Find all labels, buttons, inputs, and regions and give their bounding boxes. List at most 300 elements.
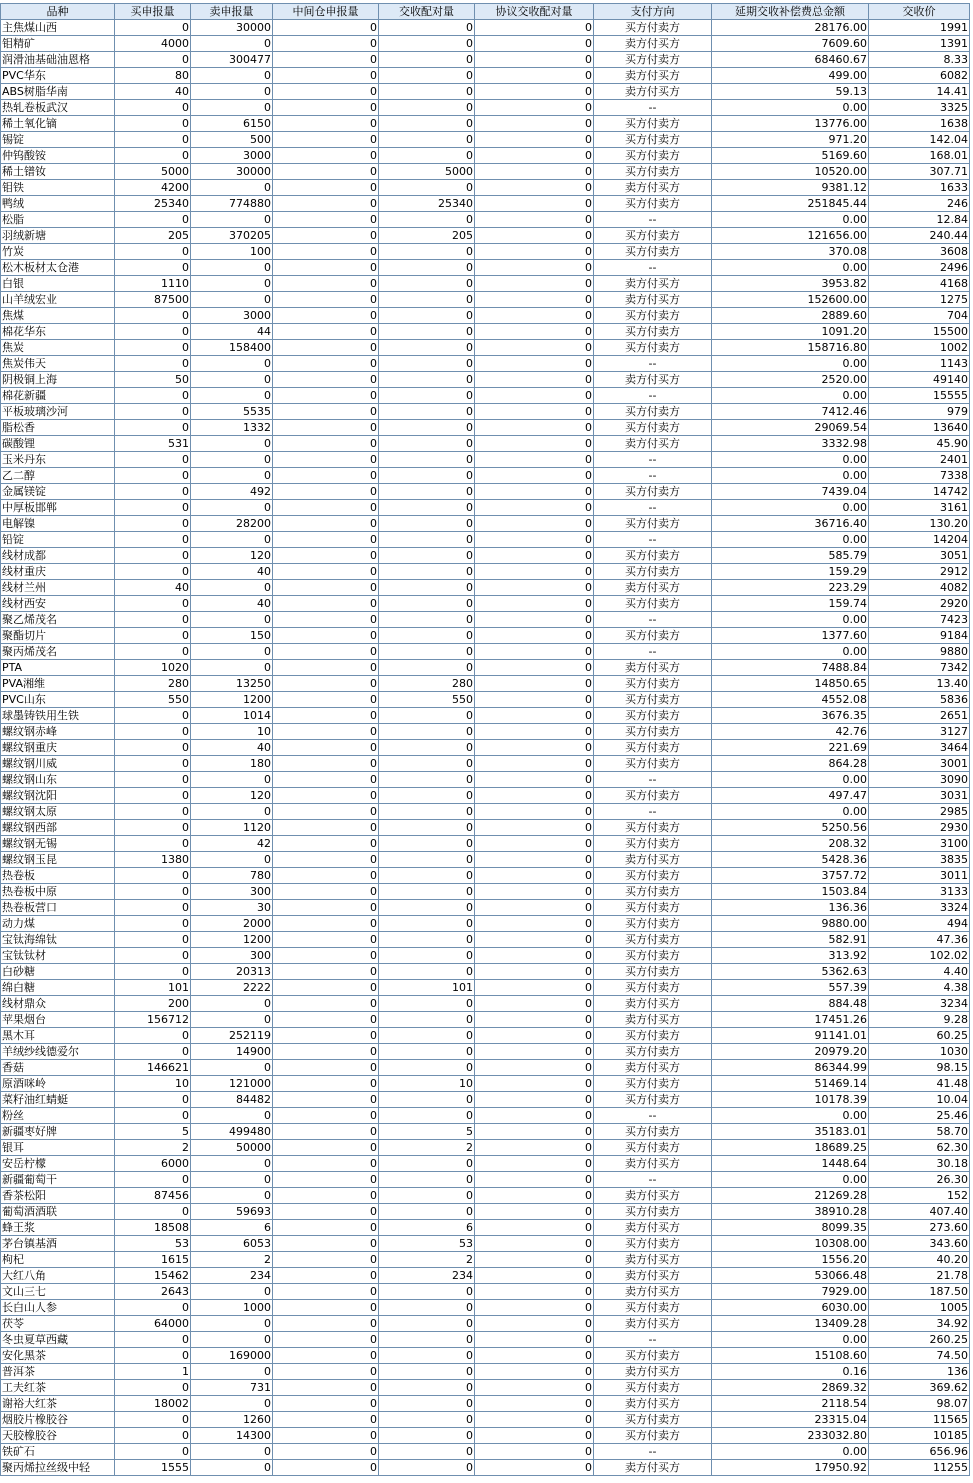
agreement-match-qty-cell: 0 xyxy=(475,1204,594,1220)
deferred-fee-cell: 9381.12 xyxy=(712,180,869,196)
agreement-match-qty-cell: 0 xyxy=(475,116,594,132)
mid-warehouse-qty-cell: 0 xyxy=(273,84,379,100)
deferred-fee-cell: 0.00 xyxy=(712,804,869,820)
table-row xyxy=(1,932,970,948)
buy-qty-cell: 0 xyxy=(115,708,191,724)
pay-direction-cell: -- xyxy=(594,1444,712,1460)
match-qty-cell: 0 xyxy=(379,84,475,100)
mid-warehouse-qty-cell: 0 xyxy=(273,292,379,308)
table-row xyxy=(1,1108,970,1124)
match-qty-cell: 0 xyxy=(379,628,475,644)
buy-qty-cell: 18508 xyxy=(115,1220,191,1236)
table-row xyxy=(1,596,970,612)
settle-price-cell: 25.46 xyxy=(869,1108,970,1124)
settle-price-cell: 6082 xyxy=(869,68,970,84)
variety-cell: 螺纹钢西部 xyxy=(1,820,115,836)
sell-qty-cell: 180 xyxy=(191,756,273,772)
sell-qty-cell: 500 xyxy=(191,132,273,148)
variety-cell: 铁矿石 xyxy=(1,1444,115,1460)
match-qty-cell: 2 xyxy=(379,1252,475,1268)
pay-direction-cell: 卖方付买方 xyxy=(594,1316,712,1332)
variety-cell: 白银 xyxy=(1,276,115,292)
buy-qty-cell: 0 xyxy=(115,964,191,980)
buy-qty-cell: 0 xyxy=(115,388,191,404)
sell-qty-cell: 13250 xyxy=(191,676,273,692)
mid-warehouse-qty-cell: 0 xyxy=(273,340,379,356)
mid-warehouse-qty-cell: 0 xyxy=(273,1236,379,1252)
match-qty-cell: 0 xyxy=(379,212,475,228)
match-qty-cell: 0 xyxy=(379,1060,475,1076)
mid-warehouse-qty-cell: 0 xyxy=(273,420,379,436)
settle-price-cell: 60.25 xyxy=(869,1028,970,1044)
agreement-match-qty-cell: 0 xyxy=(475,628,594,644)
match-qty-cell: 0 xyxy=(379,660,475,676)
buy-qty-cell: 0 xyxy=(115,836,191,852)
deferred-fee-cell: 38910.28 xyxy=(712,1204,869,1220)
deferred-fee-cell: 10308.00 xyxy=(712,1236,869,1252)
pay-direction-cell: -- xyxy=(594,468,712,484)
pay-direction-cell: 买方付卖方 xyxy=(594,1092,712,1108)
pay-direction-cell: 卖方付买方 xyxy=(594,580,712,596)
mid-warehouse-qty-cell: 0 xyxy=(273,324,379,340)
col-header-deferred-fee-total: 延期交收补偿费总金额 xyxy=(712,4,869,20)
match-qty-cell: 6 xyxy=(379,1220,475,1236)
settle-price-cell: 4.40 xyxy=(869,964,970,980)
sell-qty-cell: 0 xyxy=(191,276,273,292)
pay-direction-cell: 买方付卖方 xyxy=(594,340,712,356)
settle-price-cell: 343.60 xyxy=(869,1236,970,1252)
table-row xyxy=(1,1460,970,1476)
sell-qty-cell: 120 xyxy=(191,788,273,804)
sell-qty-cell: 0 xyxy=(191,1012,273,1028)
deferred-fee-cell: 59.13 xyxy=(712,84,869,100)
buy-qty-cell: 1615 xyxy=(115,1252,191,1268)
mid-warehouse-qty-cell: 0 xyxy=(273,1172,379,1188)
match-qty-cell: 0 xyxy=(379,868,475,884)
match-qty-cell: 0 xyxy=(379,420,475,436)
pay-direction-cell: 买方付卖方 xyxy=(594,900,712,916)
table-row xyxy=(1,1428,970,1444)
table-row xyxy=(1,116,970,132)
pay-direction-cell: 卖方付买方 xyxy=(594,996,712,1012)
settle-price-cell: 1633 xyxy=(869,180,970,196)
agreement-match-qty-cell: 0 xyxy=(475,868,594,884)
pay-direction-cell: -- xyxy=(594,1172,712,1188)
deferred-fee-cell: 7929.00 xyxy=(712,1284,869,1300)
table-row xyxy=(1,484,970,500)
variety-cell: 白砂糖 xyxy=(1,964,115,980)
mid-warehouse-qty-cell: 0 xyxy=(273,452,379,468)
deferred-fee-cell: 0.00 xyxy=(712,388,869,404)
sell-qty-cell: 1120 xyxy=(191,820,273,836)
table-row xyxy=(1,964,970,980)
agreement-match-qty-cell: 0 xyxy=(475,372,594,388)
match-qty-cell: 0 xyxy=(379,340,475,356)
match-qty-cell: 0 xyxy=(379,1028,475,1044)
table-row xyxy=(1,340,970,356)
pay-direction-cell: 买方付卖方 xyxy=(594,964,712,980)
table-row xyxy=(1,916,970,932)
sell-qty-cell: 0 xyxy=(191,772,273,788)
settle-price-cell: 13.40 xyxy=(869,676,970,692)
deferred-fee-cell: 251845.44 xyxy=(712,196,869,212)
match-qty-cell: 0 xyxy=(379,148,475,164)
settle-price-cell: 41.48 xyxy=(869,1076,970,1092)
sell-qty-cell: 0 xyxy=(191,1188,273,1204)
mid-warehouse-qty-cell: 0 xyxy=(273,772,379,788)
table-row xyxy=(1,68,970,84)
mid-warehouse-qty-cell: 0 xyxy=(273,468,379,484)
mid-warehouse-qty-cell: 0 xyxy=(273,692,379,708)
agreement-match-qty-cell: 0 xyxy=(475,1444,594,1460)
settle-price-cell: 3835 xyxy=(869,852,970,868)
table-row xyxy=(1,164,970,180)
mid-warehouse-qty-cell: 0 xyxy=(273,196,379,212)
buy-qty-cell: 531 xyxy=(115,436,191,452)
table-row xyxy=(1,1284,970,1300)
agreement-match-qty-cell: 0 xyxy=(475,68,594,84)
variety-cell: 螺纹钢太原 xyxy=(1,804,115,820)
match-qty-cell: 0 xyxy=(379,276,475,292)
agreement-match-qty-cell: 0 xyxy=(475,1348,594,1364)
table-row xyxy=(1,404,970,420)
sell-qty-cell: 50000 xyxy=(191,1140,273,1156)
mid-warehouse-qty-cell: 0 xyxy=(273,228,379,244)
variety-cell: 谢裕大红茶 xyxy=(1,1396,115,1412)
agreement-match-qty-cell: 0 xyxy=(475,1044,594,1060)
variety-cell: 锡锭 xyxy=(1,132,115,148)
table-row xyxy=(1,1252,970,1268)
sell-qty-cell: 0 xyxy=(191,452,273,468)
settle-price-cell: 47.36 xyxy=(869,932,970,948)
deferred-fee-cell: 10178.39 xyxy=(712,1092,869,1108)
settle-price-cell: 5836 xyxy=(869,692,970,708)
agreement-match-qty-cell: 0 xyxy=(475,1252,594,1268)
buy-qty-cell: 0 xyxy=(115,724,191,740)
deferred-fee-cell: 136.36 xyxy=(712,900,869,916)
agreement-match-qty-cell: 0 xyxy=(475,1284,594,1300)
variety-cell: 蜂王浆 xyxy=(1,1220,115,1236)
agreement-match-qty-cell: 0 xyxy=(475,1220,594,1236)
deferred-fee-cell: 0.00 xyxy=(712,260,869,276)
mid-warehouse-qty-cell: 0 xyxy=(273,1460,379,1476)
sell-qty-cell: 0 xyxy=(191,36,273,52)
col-header-pay-direction: 支付方向 xyxy=(594,4,712,20)
variety-cell: 平板玻璃沙河 xyxy=(1,404,115,420)
buy-qty-cell: 0 xyxy=(115,308,191,324)
pay-direction-cell: 买方付卖方 xyxy=(594,132,712,148)
variety-cell: 螺纹钢重庆 xyxy=(1,740,115,756)
buy-qty-cell: 0 xyxy=(115,788,191,804)
deferred-fee-cell: 13776.00 xyxy=(712,116,869,132)
match-qty-cell: 0 xyxy=(379,468,475,484)
pay-direction-cell: 买方付卖方 xyxy=(594,596,712,612)
agreement-match-qty-cell: 0 xyxy=(475,308,594,324)
table-row xyxy=(1,660,970,676)
mid-warehouse-qty-cell: 0 xyxy=(273,1092,379,1108)
table-row xyxy=(1,1012,970,1028)
mid-warehouse-qty-cell: 0 xyxy=(273,1364,379,1380)
deferred-fee-cell: 0.00 xyxy=(712,1444,869,1460)
settle-price-cell: 1002 xyxy=(869,340,970,356)
mid-warehouse-qty-cell: 0 xyxy=(273,1316,379,1332)
match-qty-cell: 0 xyxy=(379,916,475,932)
variety-cell: 乙二醇 xyxy=(1,468,115,484)
sell-qty-cell: 2222 xyxy=(191,980,273,996)
deferred-fee-cell: 971.20 xyxy=(712,132,869,148)
pay-direction-cell: 买方付卖方 xyxy=(594,628,712,644)
deferred-fee-cell: 0.00 xyxy=(712,500,869,516)
buy-qty-cell: 0 xyxy=(115,628,191,644)
mid-warehouse-qty-cell: 0 xyxy=(273,1108,379,1124)
mid-warehouse-qty-cell: 0 xyxy=(273,1332,379,1348)
variety-cell: 原酒咪岭 xyxy=(1,1076,115,1092)
settle-price-cell: 240.44 xyxy=(869,228,970,244)
agreement-match-qty-cell: 0 xyxy=(475,388,594,404)
agreement-match-qty-cell: 0 xyxy=(475,1060,594,1076)
deferred-fee-cell: 0.00 xyxy=(712,1332,869,1348)
buy-qty-cell: 1110 xyxy=(115,276,191,292)
sell-qty-cell: 0 xyxy=(191,100,273,116)
table-row xyxy=(1,308,970,324)
table-row xyxy=(1,196,970,212)
deferred-fee-cell: 8099.35 xyxy=(712,1220,869,1236)
match-qty-cell: 550 xyxy=(379,692,475,708)
table-row xyxy=(1,84,970,100)
buy-qty-cell: 101 xyxy=(115,980,191,996)
variety-cell: 线材西安 xyxy=(1,596,115,612)
col-header-mid-warehouse-qty: 中间仓申报量 xyxy=(273,4,379,20)
buy-qty-cell: 0 xyxy=(115,420,191,436)
sell-qty-cell: 6150 xyxy=(191,116,273,132)
match-qty-cell: 5 xyxy=(379,1124,475,1140)
deferred-fee-cell: 42.76 xyxy=(712,724,869,740)
variety-cell: 羽绒新塘 xyxy=(1,228,115,244)
mid-warehouse-qty-cell: 0 xyxy=(273,100,379,116)
variety-cell: 山羊绒宏业 xyxy=(1,292,115,308)
mid-warehouse-qty-cell: 0 xyxy=(273,756,379,772)
match-qty-cell: 0 xyxy=(379,772,475,788)
mid-warehouse-qty-cell: 0 xyxy=(273,884,379,900)
mid-warehouse-qty-cell: 0 xyxy=(273,580,379,596)
buy-qty-cell: 0 xyxy=(115,324,191,340)
agreement-match-qty-cell: 0 xyxy=(475,964,594,980)
sell-qty-cell: 0 xyxy=(191,372,273,388)
agreement-match-qty-cell: 0 xyxy=(475,1332,594,1348)
settle-price-cell: 3324 xyxy=(869,900,970,916)
pay-direction-cell: 买方付卖方 xyxy=(594,308,712,324)
variety-cell: 大红八角 xyxy=(1,1268,115,1284)
pay-direction-cell: 买方付卖方 xyxy=(594,52,712,68)
sell-qty-cell: 0 xyxy=(191,996,273,1012)
agreement-match-qty-cell: 0 xyxy=(475,84,594,100)
sell-qty-cell: 10 xyxy=(191,724,273,740)
match-qty-cell: 0 xyxy=(379,1332,475,1348)
deferred-fee-cell: 0.00 xyxy=(712,1108,869,1124)
settle-price-cell: 8.33 xyxy=(869,52,970,68)
table-row xyxy=(1,948,970,964)
col-header-agreement-match-qty: 协议交收配对量 xyxy=(475,4,594,20)
buy-qty-cell: 0 xyxy=(115,740,191,756)
variety-cell: 螺纹钢玉昆 xyxy=(1,852,115,868)
mid-warehouse-qty-cell: 0 xyxy=(273,740,379,756)
variety-cell: 新疆枣好牌 xyxy=(1,1124,115,1140)
table-row xyxy=(1,1412,970,1428)
sell-qty-cell: 30000 xyxy=(191,164,273,180)
match-qty-cell: 0 xyxy=(379,52,475,68)
variety-cell: 竹炭 xyxy=(1,244,115,260)
pay-direction-cell: 卖方付买方 xyxy=(594,660,712,676)
table-row xyxy=(1,1300,970,1316)
sell-qty-cell: 0 xyxy=(191,292,273,308)
agreement-match-qty-cell: 0 xyxy=(475,516,594,532)
pay-direction-cell: 买方付卖方 xyxy=(594,116,712,132)
buy-qty-cell: 0 xyxy=(115,340,191,356)
pay-direction-cell: 卖方付买方 xyxy=(594,1156,712,1172)
mid-warehouse-qty-cell: 0 xyxy=(273,1268,379,1284)
buy-qty-cell: 4200 xyxy=(115,180,191,196)
sell-qty-cell: 0 xyxy=(191,1460,273,1476)
agreement-match-qty-cell: 0 xyxy=(475,404,594,420)
pay-direction-cell: 买方付卖方 xyxy=(594,1124,712,1140)
sell-qty-cell: 0 xyxy=(191,84,273,100)
buy-qty-cell: 156712 xyxy=(115,1012,191,1028)
buy-qty-cell: 0 xyxy=(115,148,191,164)
match-qty-cell: 2 xyxy=(379,1140,475,1156)
buy-qty-cell: 2643 xyxy=(115,1284,191,1300)
table-row xyxy=(1,100,970,116)
match-qty-cell: 0 xyxy=(379,436,475,452)
table-row xyxy=(1,516,970,532)
mid-warehouse-qty-cell: 0 xyxy=(273,484,379,500)
sell-qty-cell: 0 xyxy=(191,532,273,548)
agreement-match-qty-cell: 0 xyxy=(475,1316,594,1332)
pay-direction-cell: 买方付卖方 xyxy=(594,756,712,772)
mid-warehouse-qty-cell: 0 xyxy=(273,436,379,452)
settle-price-cell: 14204 xyxy=(869,532,970,548)
deferred-fee-cell: 0.00 xyxy=(712,468,869,484)
table-row xyxy=(1,148,970,164)
deferred-fee-cell: 29069.54 xyxy=(712,420,869,436)
settle-price-cell: 40.20 xyxy=(869,1252,970,1268)
pay-direction-cell: 卖方付买方 xyxy=(594,436,712,452)
match-qty-cell: 0 xyxy=(379,1108,475,1124)
mid-warehouse-qty-cell: 0 xyxy=(273,180,379,196)
settle-price-cell: 142.04 xyxy=(869,132,970,148)
agreement-match-qty-cell: 0 xyxy=(475,884,594,900)
variety-cell: 黑木耳 xyxy=(1,1028,115,1044)
agreement-match-qty-cell: 0 xyxy=(475,756,594,772)
table-row xyxy=(1,1028,970,1044)
pay-direction-cell: 买方付卖方 xyxy=(594,1140,712,1156)
deferred-fee-cell: 1503.84 xyxy=(712,884,869,900)
sell-qty-cell: 121000 xyxy=(191,1076,273,1092)
table-row xyxy=(1,852,970,868)
deferred-fee-cell: 223.29 xyxy=(712,580,869,596)
agreement-match-qty-cell: 0 xyxy=(475,1300,594,1316)
variety-cell: 焦煤 xyxy=(1,308,115,324)
match-qty-cell: 0 xyxy=(379,756,475,772)
match-qty-cell: 0 xyxy=(379,1284,475,1300)
match-qty-cell: 0 xyxy=(379,900,475,916)
table-row xyxy=(1,1204,970,1220)
deferred-fee-cell: 13409.28 xyxy=(712,1316,869,1332)
settle-price-cell: 14742 xyxy=(869,484,970,500)
deferred-fee-cell: 3953.82 xyxy=(712,276,869,292)
table-row xyxy=(1,132,970,148)
match-qty-cell: 0 xyxy=(379,1172,475,1188)
pay-direction-cell: 买方付卖方 xyxy=(594,980,712,996)
deferred-fee-cell: 864.28 xyxy=(712,756,869,772)
match-qty-cell: 0 xyxy=(379,180,475,196)
settle-price-cell: 307.71 xyxy=(869,164,970,180)
buy-qty-cell: 205 xyxy=(115,228,191,244)
deferred-fee-cell: 0.00 xyxy=(712,212,869,228)
settle-price-cell: 3001 xyxy=(869,756,970,772)
pay-direction-cell: 买方付卖方 xyxy=(594,740,712,756)
mid-warehouse-qty-cell: 0 xyxy=(273,1444,379,1460)
agreement-match-qty-cell: 0 xyxy=(475,1012,594,1028)
mid-warehouse-qty-cell: 0 xyxy=(273,68,379,84)
col-header-sell-qty: 卖申报量 xyxy=(191,4,273,20)
pay-direction-cell: 卖方付买方 xyxy=(594,1364,712,1380)
mid-warehouse-qty-cell: 0 xyxy=(273,148,379,164)
sell-qty-cell: 40 xyxy=(191,564,273,580)
buy-qty-cell: 1020 xyxy=(115,660,191,676)
variety-cell: 宝钛海绵钛 xyxy=(1,932,115,948)
table-row xyxy=(1,692,970,708)
buy-qty-cell: 0 xyxy=(115,1380,191,1396)
sell-qty-cell: 0 xyxy=(191,1060,273,1076)
deferred-fee-cell: 1091.20 xyxy=(712,324,869,340)
settle-price-cell: 15555 xyxy=(869,388,970,404)
mid-warehouse-qty-cell: 0 xyxy=(273,1412,379,1428)
buy-qty-cell: 0 xyxy=(115,1444,191,1460)
match-qty-cell: 0 xyxy=(379,308,475,324)
agreement-match-qty-cell: 0 xyxy=(475,596,594,612)
pay-direction-cell: 买方付卖方 xyxy=(594,1412,712,1428)
pay-direction-cell: 卖方付买方 xyxy=(594,1012,712,1028)
mid-warehouse-qty-cell: 0 xyxy=(273,1348,379,1364)
deferred-fee-cell: 313.92 xyxy=(712,948,869,964)
pay-direction-cell: 卖方付买方 xyxy=(594,1220,712,1236)
match-qty-cell: 0 xyxy=(379,404,475,420)
table-body xyxy=(1,20,970,1476)
pay-direction-cell: 卖方付买方 xyxy=(594,1188,712,1204)
settle-price-cell: 168.01 xyxy=(869,148,970,164)
match-qty-cell: 0 xyxy=(379,260,475,276)
mid-warehouse-qty-cell: 0 xyxy=(273,996,379,1012)
table-row xyxy=(1,644,970,660)
settle-price-cell: 14.41 xyxy=(869,84,970,100)
mid-warehouse-qty-cell: 0 xyxy=(273,164,379,180)
pay-direction-cell: 买方付卖方 xyxy=(594,516,712,532)
table-row xyxy=(1,788,970,804)
variety-cell: 羊绒纱线德爱尔 xyxy=(1,1044,115,1060)
table-row xyxy=(1,1380,970,1396)
table-row xyxy=(1,868,970,884)
deferred-fee-cell: 152600.00 xyxy=(712,292,869,308)
agreement-match-qty-cell: 0 xyxy=(475,804,594,820)
buy-qty-cell: 0 xyxy=(115,452,191,468)
match-qty-cell: 0 xyxy=(379,1044,475,1060)
match-qty-cell: 101 xyxy=(379,980,475,996)
buy-qty-cell: 53 xyxy=(115,1236,191,1252)
col-header-match-qty: 交收配对量 xyxy=(379,4,475,20)
buy-qty-cell: 0 xyxy=(115,1172,191,1188)
sell-qty-cell: 3000 xyxy=(191,148,273,164)
sell-qty-cell: 0 xyxy=(191,1284,273,1300)
